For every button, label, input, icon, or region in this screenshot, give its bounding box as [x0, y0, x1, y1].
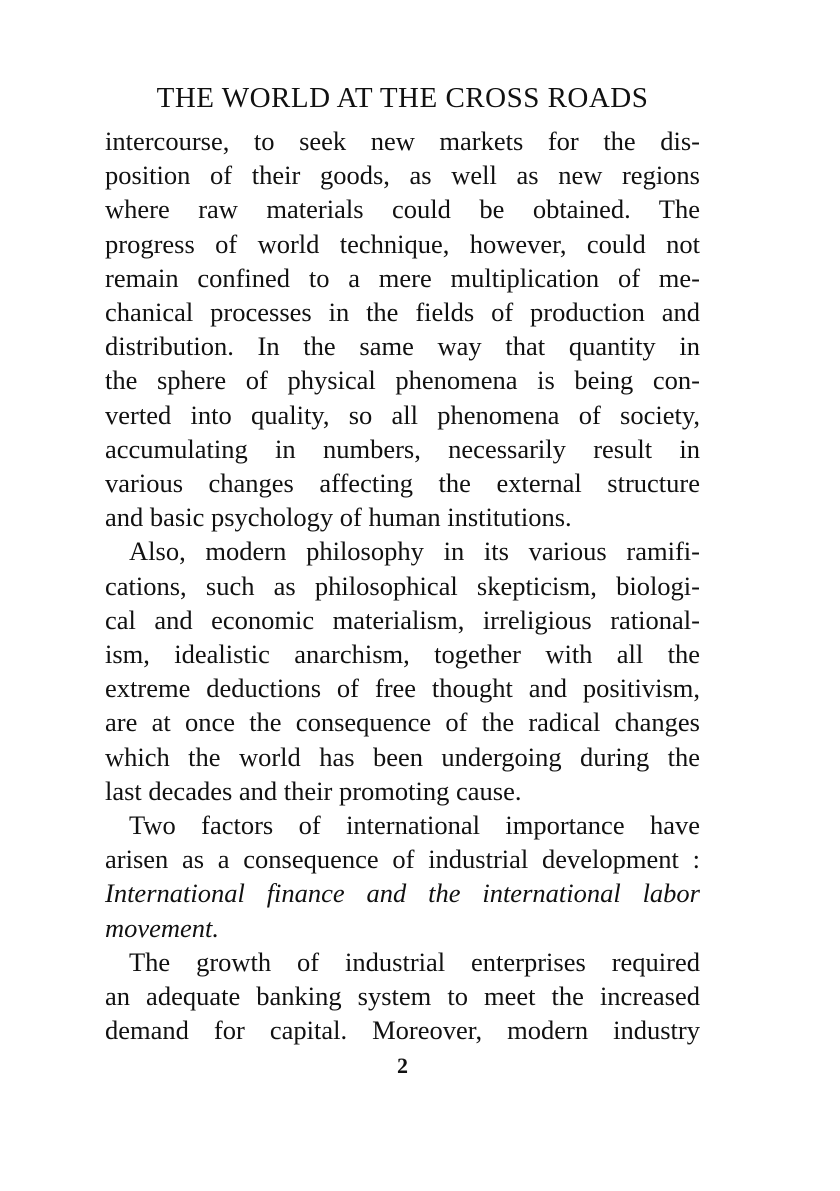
paragraph-2 — [105, 534, 700, 808]
text-line: extreme deductions of free thought and positivism, — [105, 673, 700, 704]
text-line: distribution. In the same way that quantity in — [105, 331, 700, 362]
text-line: progress of world technique, however, could not — [105, 228, 700, 259]
text-line: the sphere of physical phenomena is being con- — [105, 365, 700, 396]
text-line: where raw materials could be obtained. The — [105, 194, 700, 225]
italic-text-line: International finance and the international labor — [105, 878, 700, 909]
paragraph-4 — [105, 945, 700, 1048]
text-line: are at once the consequence of the radical changes — [105, 707, 700, 738]
text-line: and basic psychology of human institutions. — [105, 502, 572, 533]
text-line: Also, modern philosophy in its various ramifi- — [129, 536, 700, 567]
text-line: demand for capital. Moreover, modern industry — [105, 1015, 700, 1046]
text-line: chanical processes in the fields of production and — [105, 297, 700, 328]
text-line: intercourse, to seek new markets for the dis- — [105, 126, 700, 156]
text-line: an adequate banking system to meet the increased — [105, 981, 700, 1012]
italic-text-line: movement. — [105, 912, 220, 943]
book-page — [105, 78, 700, 1081]
paragraph-3 — [105, 808, 700, 945]
text-line: which the world has been undergoing during the — [105, 741, 700, 772]
text-line: position of their goods, as well as new regions — [105, 160, 700, 191]
page-number: 2 — [397, 1053, 408, 1079]
text-line: cal and economic materialism, irreligious rational- — [105, 604, 700, 635]
text-line: verted into quality, so all phenomena of society, — [105, 399, 700, 430]
text-line: remain confined to a mere multiplication of me- — [105, 262, 700, 293]
text-line: cations, such as philosophical skepticism, biologi- — [105, 570, 700, 601]
paragraph-1 — [105, 124, 700, 534]
text-line: various changes affecting the external structure — [105, 468, 700, 499]
text-line: arisen as a consequence of industrial development : — [105, 844, 700, 875]
text-line: ism, idealistic anarchism, together with all the — [105, 639, 700, 670]
text-line: Two factors of international importance have — [129, 810, 700, 841]
text-line: last decades and their promoting cause. — [105, 775, 522, 806]
running-head: THE WORLD AT THE CROSS ROADS — [156, 82, 649, 114]
text-line: The growth of industrial enterprises required — [129, 946, 700, 977]
text-line: accumulating in numbers, necessarily result in — [105, 433, 700, 464]
